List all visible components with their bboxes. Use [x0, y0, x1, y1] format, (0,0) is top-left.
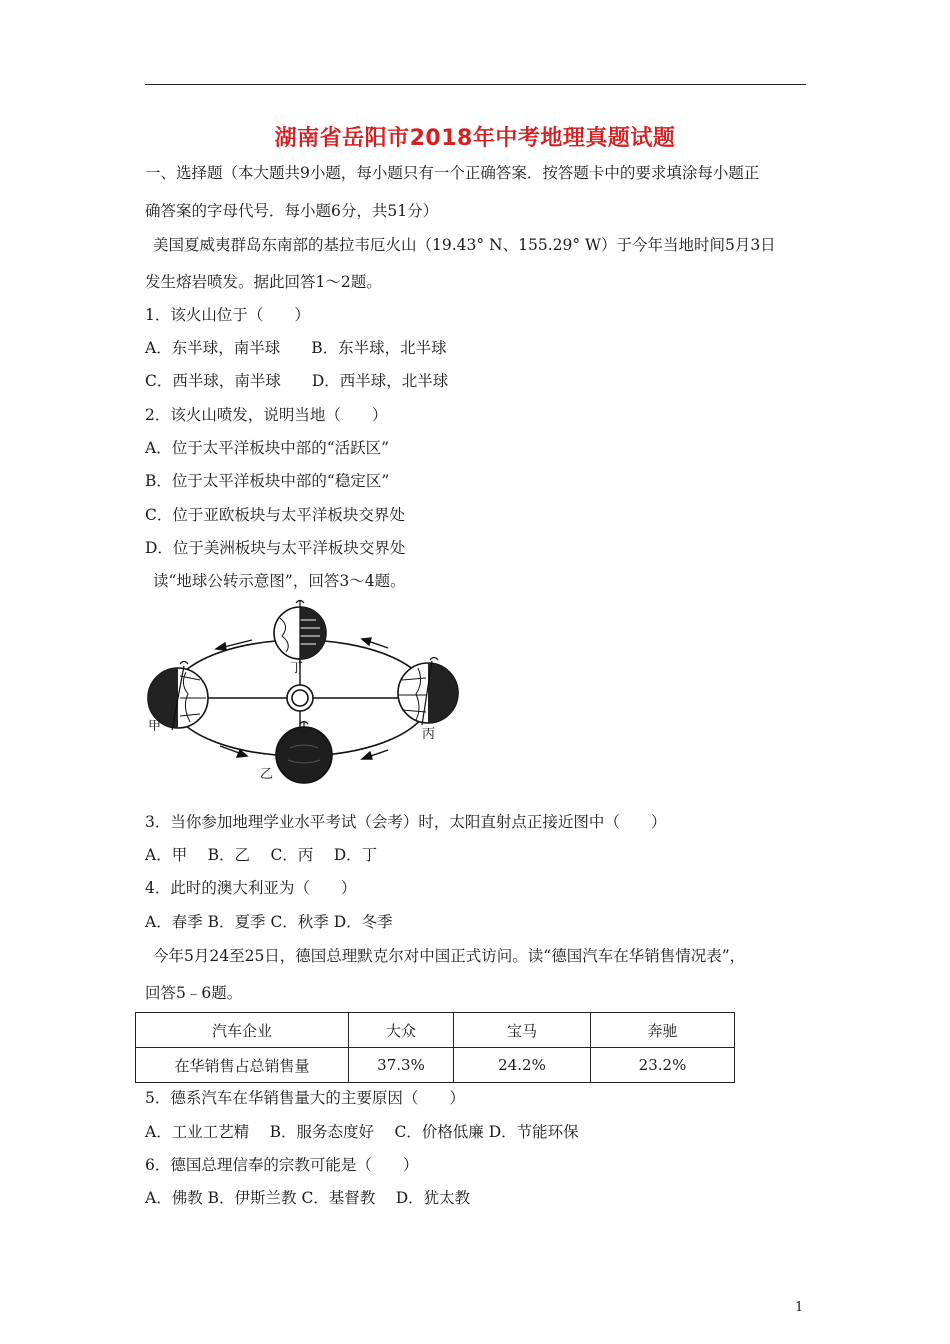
- page-title: 湖南省岳阳市2018年中考地理真题试题: [274, 126, 676, 151]
- q2-option-c: C．位于亚欧板块与太平洋板块交界处: [145, 506, 405, 524]
- label-bing: 丙: [422, 727, 436, 742]
- table-cell: 在华销售占总销售量: [136, 1048, 349, 1083]
- table-row: [136, 1048, 735, 1083]
- intro3-line1: 今年5月24至25日，德国总理默克尔对中国正式访问。读“德国汽车在华销售情况表”，: [153, 947, 746, 965]
- q6-options: A．佛教 B．伊斯兰教 C．基督教 D．犹太教: [145, 1189, 471, 1207]
- q2-option-d: D．位于美洲板块与太平洋板块交界处: [145, 539, 406, 557]
- q1-options-row2: C．西半球，南半球 D．西半球，北半球: [145, 372, 449, 390]
- label-yi: 乙: [260, 767, 274, 782]
- earth-revolution-diagram: [140, 598, 470, 786]
- intro2: 读“地球公转示意图”，回答3～4题。: [153, 572, 406, 590]
- table-header-row: [136, 1013, 735, 1048]
- page-number: 1: [795, 1300, 804, 1315]
- earth-yi: [276, 722, 332, 784]
- label-ding: 丁: [290, 661, 304, 676]
- header-rule: [145, 84, 806, 85]
- table-header-cell: 大众: [349, 1013, 454, 1048]
- earth-bing: [398, 658, 458, 726]
- intro1-line2: 发生熔岩喷发。据此回答1～2题。: [145, 273, 382, 291]
- q5-options: A．工业工艺精 B．服务态度好 C．价格低廉 D．节能环保: [145, 1123, 579, 1141]
- table-header-cell: 奔驰: [591, 1013, 735, 1048]
- section-heading-line2: 确答案的字母代号．每小题6分，共51分）: [145, 202, 439, 220]
- q4-stem: 4．此时的澳大利亚为（ ）: [145, 879, 357, 897]
- table-cell: 23.2%: [591, 1048, 735, 1083]
- q2-stem: 2．该火山喷发，说明当地（ ）: [145, 406, 388, 424]
- table-header-cell: 宝马: [454, 1013, 591, 1048]
- table-header-cell: 汽车企业: [136, 1013, 349, 1048]
- q2-option-b: B．位于太平洋板块中部的“稳定区”: [145, 472, 390, 490]
- section-heading-line1: 一、选择题（本大题共9小题，每小题只有一个正确答案．按答题卡中的要求填涂每小题正: [145, 164, 760, 182]
- q6-stem: 6．德国总理信奉的宗教可能是（ ）: [145, 1156, 419, 1174]
- earth-ding: [274, 601, 326, 669]
- sun-core: [292, 690, 308, 706]
- q3-options: A．甲 B．乙 C．丙 D．丁: [145, 846, 378, 864]
- q1-stem: 1．该火山位于（ ）: [145, 306, 310, 324]
- table-cell: 37.3%: [349, 1048, 454, 1083]
- q4-options: A．春季 B．夏季 C．秋季 D．冬季: [145, 913, 393, 931]
- q1-options-row1: A．东半球，南半球 B．东半球，北半球: [145, 339, 447, 357]
- q5-stem: 5．德系汽车在华销售量大的主要原因（ ）: [145, 1089, 465, 1107]
- table-cell: 24.2%: [454, 1048, 591, 1083]
- sales-table: [135, 1012, 735, 1083]
- intro3-line2: 回答5﹣6题。: [145, 984, 243, 1002]
- label-jia: 甲: [148, 719, 162, 734]
- intro1-line1: 美国夏威夷群岛东南部的基拉韦厄火山（19.43° N、155.29° W）于今年当地时间5月3日: [153, 236, 776, 254]
- q2-option-a: A．位于太平洋板块中部的“活跃区”: [145, 439, 390, 457]
- q3-stem: 3．当你参加地理学业水平考试（会考）时，太阳直射点正接近图中（ ）: [145, 813, 667, 831]
- orbit-arrow-bottom-right: [362, 750, 388, 759]
- orbit-arrow-top-right: [362, 638, 388, 648]
